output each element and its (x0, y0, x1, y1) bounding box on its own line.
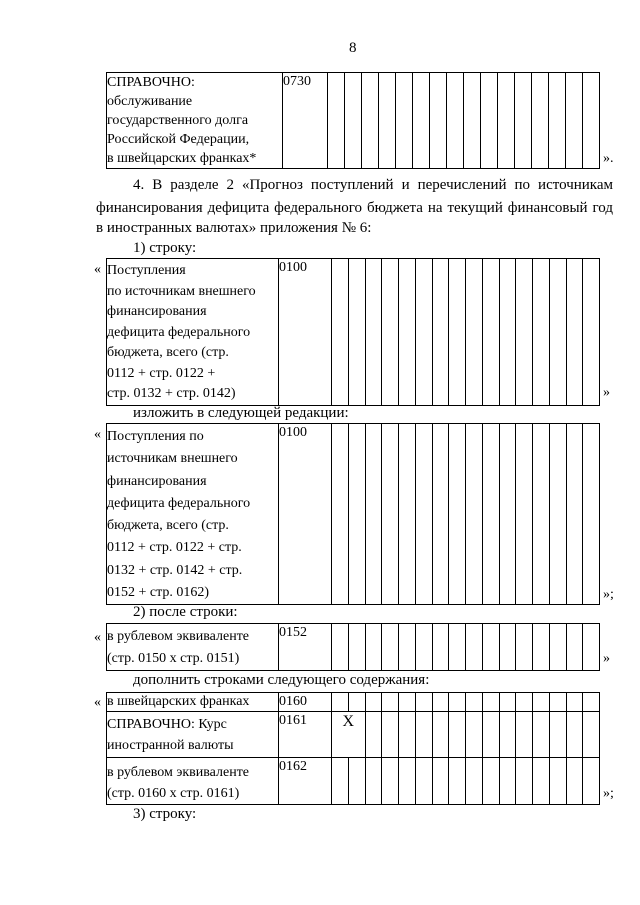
row-code: 0100 (279, 424, 332, 605)
row-label: Поступления по источникам внешнего финансирования дефицита федерального бюджета, всего (стр. 0112 + стр. 0122 + стр. 0132 + стр. 0142) (107, 259, 279, 406)
close-quote: »; (603, 587, 614, 602)
row-code: 0100 (279, 259, 332, 406)
edit-instruction: изложить в следующей редакции: (133, 405, 349, 421)
close-quote: ». (603, 151, 614, 166)
paragraph-line-1: 4. В разделе 2 «Прогноз поступлений и перечислений по источникам (133, 177, 613, 193)
paragraph-line-2: финансирования дефицита федерального бюджета на текущий финансовый год (96, 200, 613, 216)
not-applicable-mark: Х (332, 712, 366, 758)
page-number: 8 (349, 40, 357, 56)
table-row-0152 (106, 623, 600, 671)
table-old-row-0100 (106, 258, 600, 406)
close-quote: » (603, 651, 610, 666)
open-quote: « (94, 427, 101, 442)
table-new-row-0100 (106, 423, 600, 605)
row-code: 0162 (279, 758, 332, 805)
row-label: Поступления по источникам внешнего финансирования дефицита федерального бюджета, всего (стр. 0112 + стр. 0122 + стр. 0132 + стр. 0142 + стр. 0152 + стр. 0162) (107, 424, 279, 605)
open-quote: « (94, 630, 101, 645)
row-label: в швейцарских франках (107, 693, 279, 712)
row-label: СПРАВОЧНО: обслуживание государственного долга Российской Федерации, в швейцарских франках* (107, 73, 283, 169)
open-quote: « (94, 262, 101, 277)
row-code: 0160 (279, 693, 332, 712)
close-quote: »; (603, 786, 614, 801)
row-code: 0152 (279, 624, 332, 671)
item-1: 1) строку: (133, 240, 197, 256)
item-3: 3) строку: (133, 806, 197, 822)
row-label: в рублевом эквиваленте (стр. 0160 х стр. 0161) (107, 758, 279, 805)
table-new-rows-0160-0162 (106, 692, 600, 805)
add-instruction: дополнить строками следующего содержания: (133, 672, 430, 688)
table-reference-swiss-debt (106, 72, 600, 169)
row-code: 0161 (279, 712, 332, 758)
item-2: 2) после строки: (133, 604, 238, 620)
paragraph-line-3: в иностранных валютах» приложения № 6: (96, 220, 372, 236)
row-label: СПРАВОЧНО: Курс иностранной валюты (107, 712, 279, 758)
open-quote: « (94, 695, 101, 710)
row-code: 0730 (283, 73, 328, 169)
close-quote: » (603, 385, 610, 400)
row-label: в рублевом эквиваленте (стр. 0150 х стр. 0151) (107, 624, 279, 671)
